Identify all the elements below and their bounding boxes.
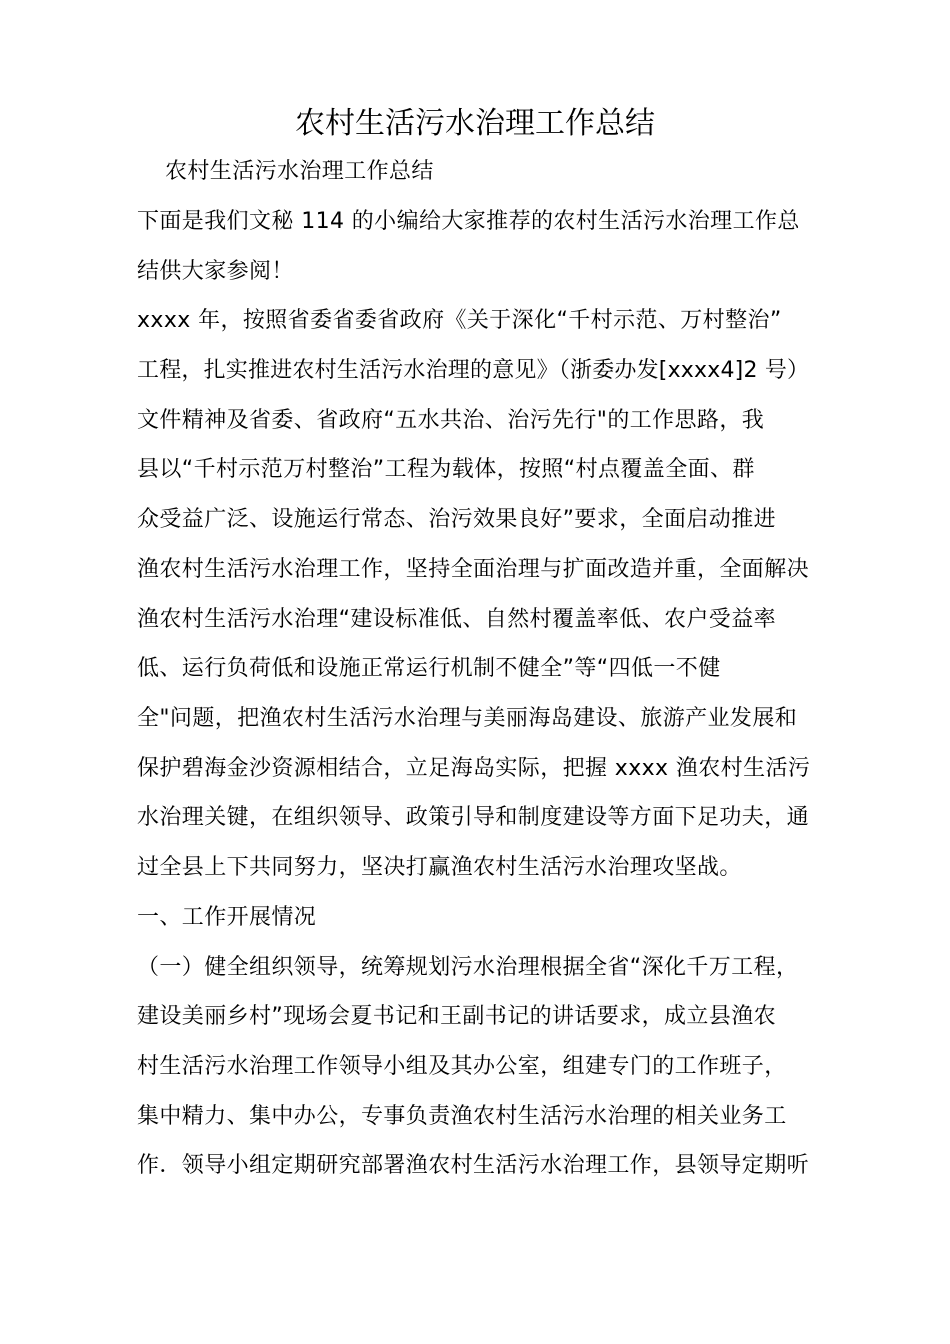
document-title: 农村生活污水治理工作总结 <box>295 106 655 141</box>
paragraph-line: 集中精力、集中办公，专事负责渔农村生活污水治理的相关业务工 <box>137 1104 787 1129</box>
paragraph-line: 结供大家参阅！ <box>137 259 294 284</box>
paragraph-line: 村生活污水治理工作领导小组及其办公室，组建专门的工作班子， <box>137 1054 787 1079</box>
paragraph-line: 众受益广泛、设施运行常态、治污效果良好”要求，全面启动推进 <box>137 507 776 532</box>
section-heading: 一、工作开展情况 <box>137 905 317 930</box>
document-subtitle: 农村生活污水治理工作总结 <box>165 159 434 184</box>
paragraph-line: （一）健全组织领导，统筹规划污水治理根据全省“深化千万工程， <box>137 955 799 980</box>
paragraph-line: 保护碧海金沙资源相结合，立足海岛实际，把握 xxxx 渔农村生活污 <box>137 756 811 781</box>
paragraph-line: 工程，扎实推进农村生活污水治理的意见》（浙委办发[xxxx4]2 号） <box>137 358 810 383</box>
paragraph-line: 建设美丽乡村”现场会夏书记和王副书记的讲话要求，成立县渔农 <box>137 1004 776 1029</box>
paragraph-line: 过全县上下共同努力，坚决打赢渔农村生活污水治理攻坚战。 <box>137 855 742 880</box>
paragraph-line: 下面是我们文秘 114 的小编给大家推荐的农村生活污水治理工作总 <box>137 209 800 234</box>
paragraph-line: 县以“千村示范万村整治”工程为载体，按照“村点覆盖全面、群 <box>137 457 755 482</box>
paragraph-line: 渔农村生活污水治理“建设标准低、自然村覆盖率低、农户受益率 <box>137 607 776 632</box>
paragraph-line: 渔农村生活污水治理工作，坚持全面治理与扩面改造并重，全面解决 <box>137 557 810 582</box>
paragraph-line: 水治理关键，在组织领导、政策引导和制度建设等方面下足功夫，通 <box>137 805 810 830</box>
paragraph-line: 低、运行负荷低和设施正常运行机制不健全”等“四低一不健 <box>137 656 721 681</box>
paragraph-line: xxxx 年，按照省委省委省政府《关于深化“千村示范、万村整治” <box>137 308 782 333</box>
paragraph-line: 文件精神及省委、省政府“五水共治、治污先行"的工作思路，我 <box>137 408 765 433</box>
paragraph-line: 全"问题，把渔农村生活污水治理与美丽海岛建设、旅游产业发展和 <box>137 706 798 731</box>
paragraph-line: 作．领导小组定期研究部署渔农村生活污水治理工作，县领导定期听 <box>137 1153 810 1178</box>
